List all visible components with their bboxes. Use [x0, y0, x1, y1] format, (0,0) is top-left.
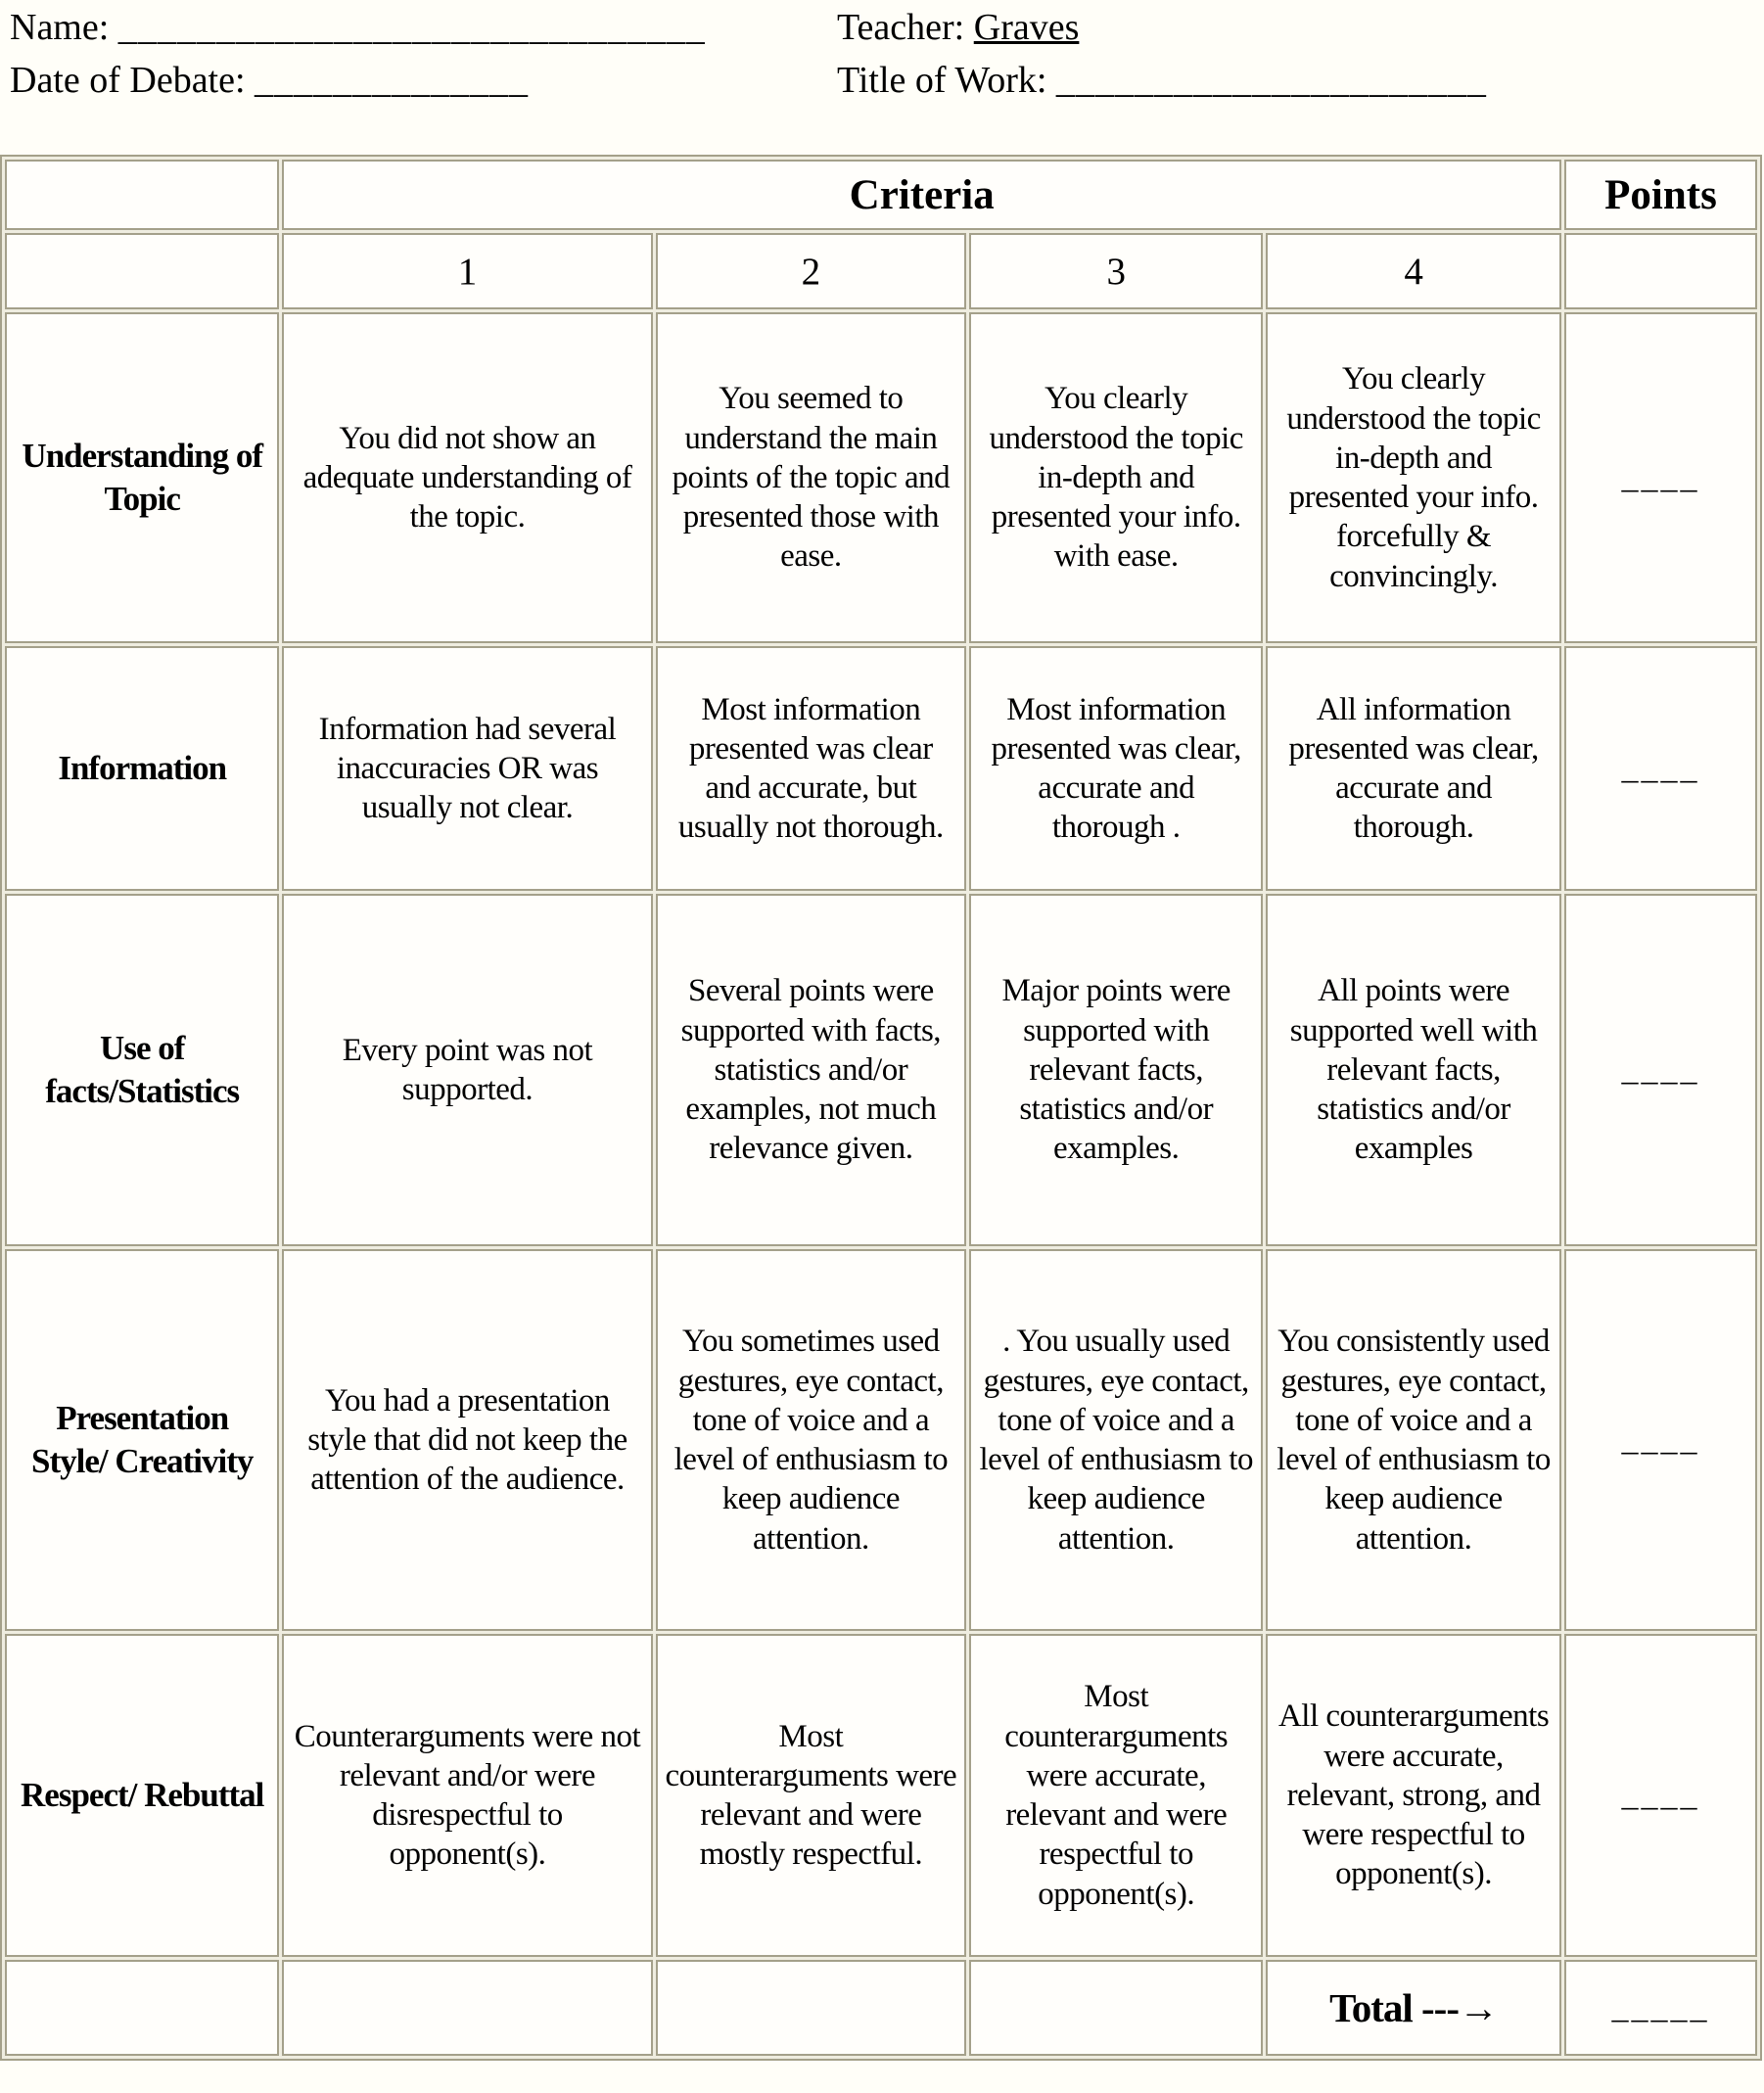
points-blank-line: ____	[1564, 894, 1757, 1246]
level-1-description: Counterarguments were not relevant and/or were disrespectful to opponent(s).	[282, 1634, 652, 1957]
score-levels-row	[5, 233, 1757, 309]
header-row-1	[10, 6, 1764, 59]
level-4-description: All counterarguments were accurate, relevant, strong, and were respectful to opponent(s).	[1266, 1634, 1561, 1957]
table-row-presentation-style-creativity	[5, 1249, 1757, 1631]
table-row-use-of-facts-statistics	[5, 894, 1757, 1246]
date-of-debate-field	[10, 59, 837, 102]
level-4-description: You clearly understood the topic in-depth and presented your info. forcefully & convincingly.	[1266, 312, 1561, 643]
header-row-2	[10, 59, 1764, 112]
teacher-field	[837, 6, 1764, 49]
level-2-description: Several points were supported with facts, statistics and/or examples, not much relevance given.	[656, 894, 967, 1246]
points-blank-line: ____	[1564, 646, 1757, 891]
score-level-1: 1	[282, 233, 652, 309]
score-level-3: 3	[969, 233, 1263, 309]
empty-cell	[5, 160, 279, 230]
points-blank-line: ____	[1564, 1634, 1757, 1957]
row-label: Presentation Style/ Creativity	[5, 1249, 279, 1631]
empty-cell	[1564, 233, 1757, 309]
level-3-description: Most counterarguments were accurate, relevant and were respectful to opponent(s).	[969, 1634, 1263, 1957]
title-of-work-field	[837, 59, 1764, 102]
row-label: Use of facts/Statistics	[5, 894, 279, 1246]
level-1-description: Every point was not supported.	[282, 894, 652, 1246]
level-1-description: You did not show an adequate understanding of the topic.	[282, 312, 652, 643]
empty-cell	[5, 233, 279, 309]
date-of-debate-label: Date of Debate:	[10, 60, 246, 101]
date-blank-line: ______________	[255, 60, 530, 101]
score-level-2: 2	[656, 233, 967, 309]
name-label: Name:	[10, 7, 110, 48]
title-blank-line: ______________________	[1055, 60, 1487, 101]
level-2-description: You sometimes used gestures, eye contact, tone of voice and a level of enthusiasm to keep audience attention.	[656, 1249, 967, 1631]
row-label: Information	[5, 646, 279, 891]
table-row-understanding-of-topic	[5, 312, 1757, 643]
table-row-information	[5, 646, 1757, 891]
total-row	[5, 1960, 1757, 2056]
level-3-description: Major points were supported with relevant facts, statistics and/or examples.	[969, 894, 1263, 1246]
empty-cell	[282, 1960, 652, 2056]
level-3-description: . You usually used gestures, eye contact, tone of voice and a level of enthusiasm to keep audience attention.	[969, 1249, 1263, 1631]
name-blank-line: ______________________________	[117, 7, 706, 48]
empty-cell	[656, 1960, 967, 2056]
level-1-description: You had a presentation style that did not keep the attention of the audience.	[282, 1249, 652, 1631]
teacher-value: Graves	[973, 7, 1080, 48]
row-label: Understanding of Topic	[5, 312, 279, 643]
total-points-blank-line: _____	[1564, 1960, 1757, 2056]
teacher-label: Teacher:	[837, 7, 965, 48]
level-3-description: Most information presented was clear, accurate and thorough .	[969, 646, 1263, 891]
rubric-table	[0, 155, 1762, 2061]
criteria-header: Criteria	[282, 160, 1561, 230]
score-level-4: 4	[1266, 233, 1561, 309]
table-row-respect-rebuttal	[5, 1634, 1757, 1957]
title-of-work-label: Title of Work:	[837, 60, 1047, 101]
level-3-description: You clearly understood the topic in-depth and presented your info. with ease.	[969, 312, 1263, 643]
form-header	[0, 0, 1764, 112]
points-blank-line: ____	[1564, 1249, 1757, 1631]
row-label: Respect/ Rebuttal	[5, 1634, 279, 1957]
level-2-description: Most counterarguments were relevant and were mostly respectful.	[656, 1634, 967, 1957]
level-2-description: Most information presented was clear and accurate, but usually not thorough.	[656, 646, 967, 891]
level-1-description: Information had several inaccuracies OR was usually not clear.	[282, 646, 652, 891]
level-4-description: All points were supported well with relevant facts, statistics and/or examples	[1266, 894, 1561, 1246]
level-4-description: All information presented was clear, accurate and thorough.	[1266, 646, 1561, 891]
level-4-description: You consistently used gestures, eye contact, tone of voice and a level of enthusiasm to keep audience attention.	[1266, 1249, 1561, 1631]
level-2-description: You seemed to understand the main points of the topic and presented those with ease.	[656, 312, 967, 643]
criteria-header-row	[5, 160, 1757, 230]
name-field	[10, 6, 837, 49]
empty-cell	[969, 1960, 1263, 2056]
points-header: Points	[1564, 160, 1757, 230]
points-blank-line: ____	[1564, 312, 1757, 643]
empty-cell	[5, 1960, 279, 2056]
total-label: Total ---→	[1266, 1960, 1561, 2056]
